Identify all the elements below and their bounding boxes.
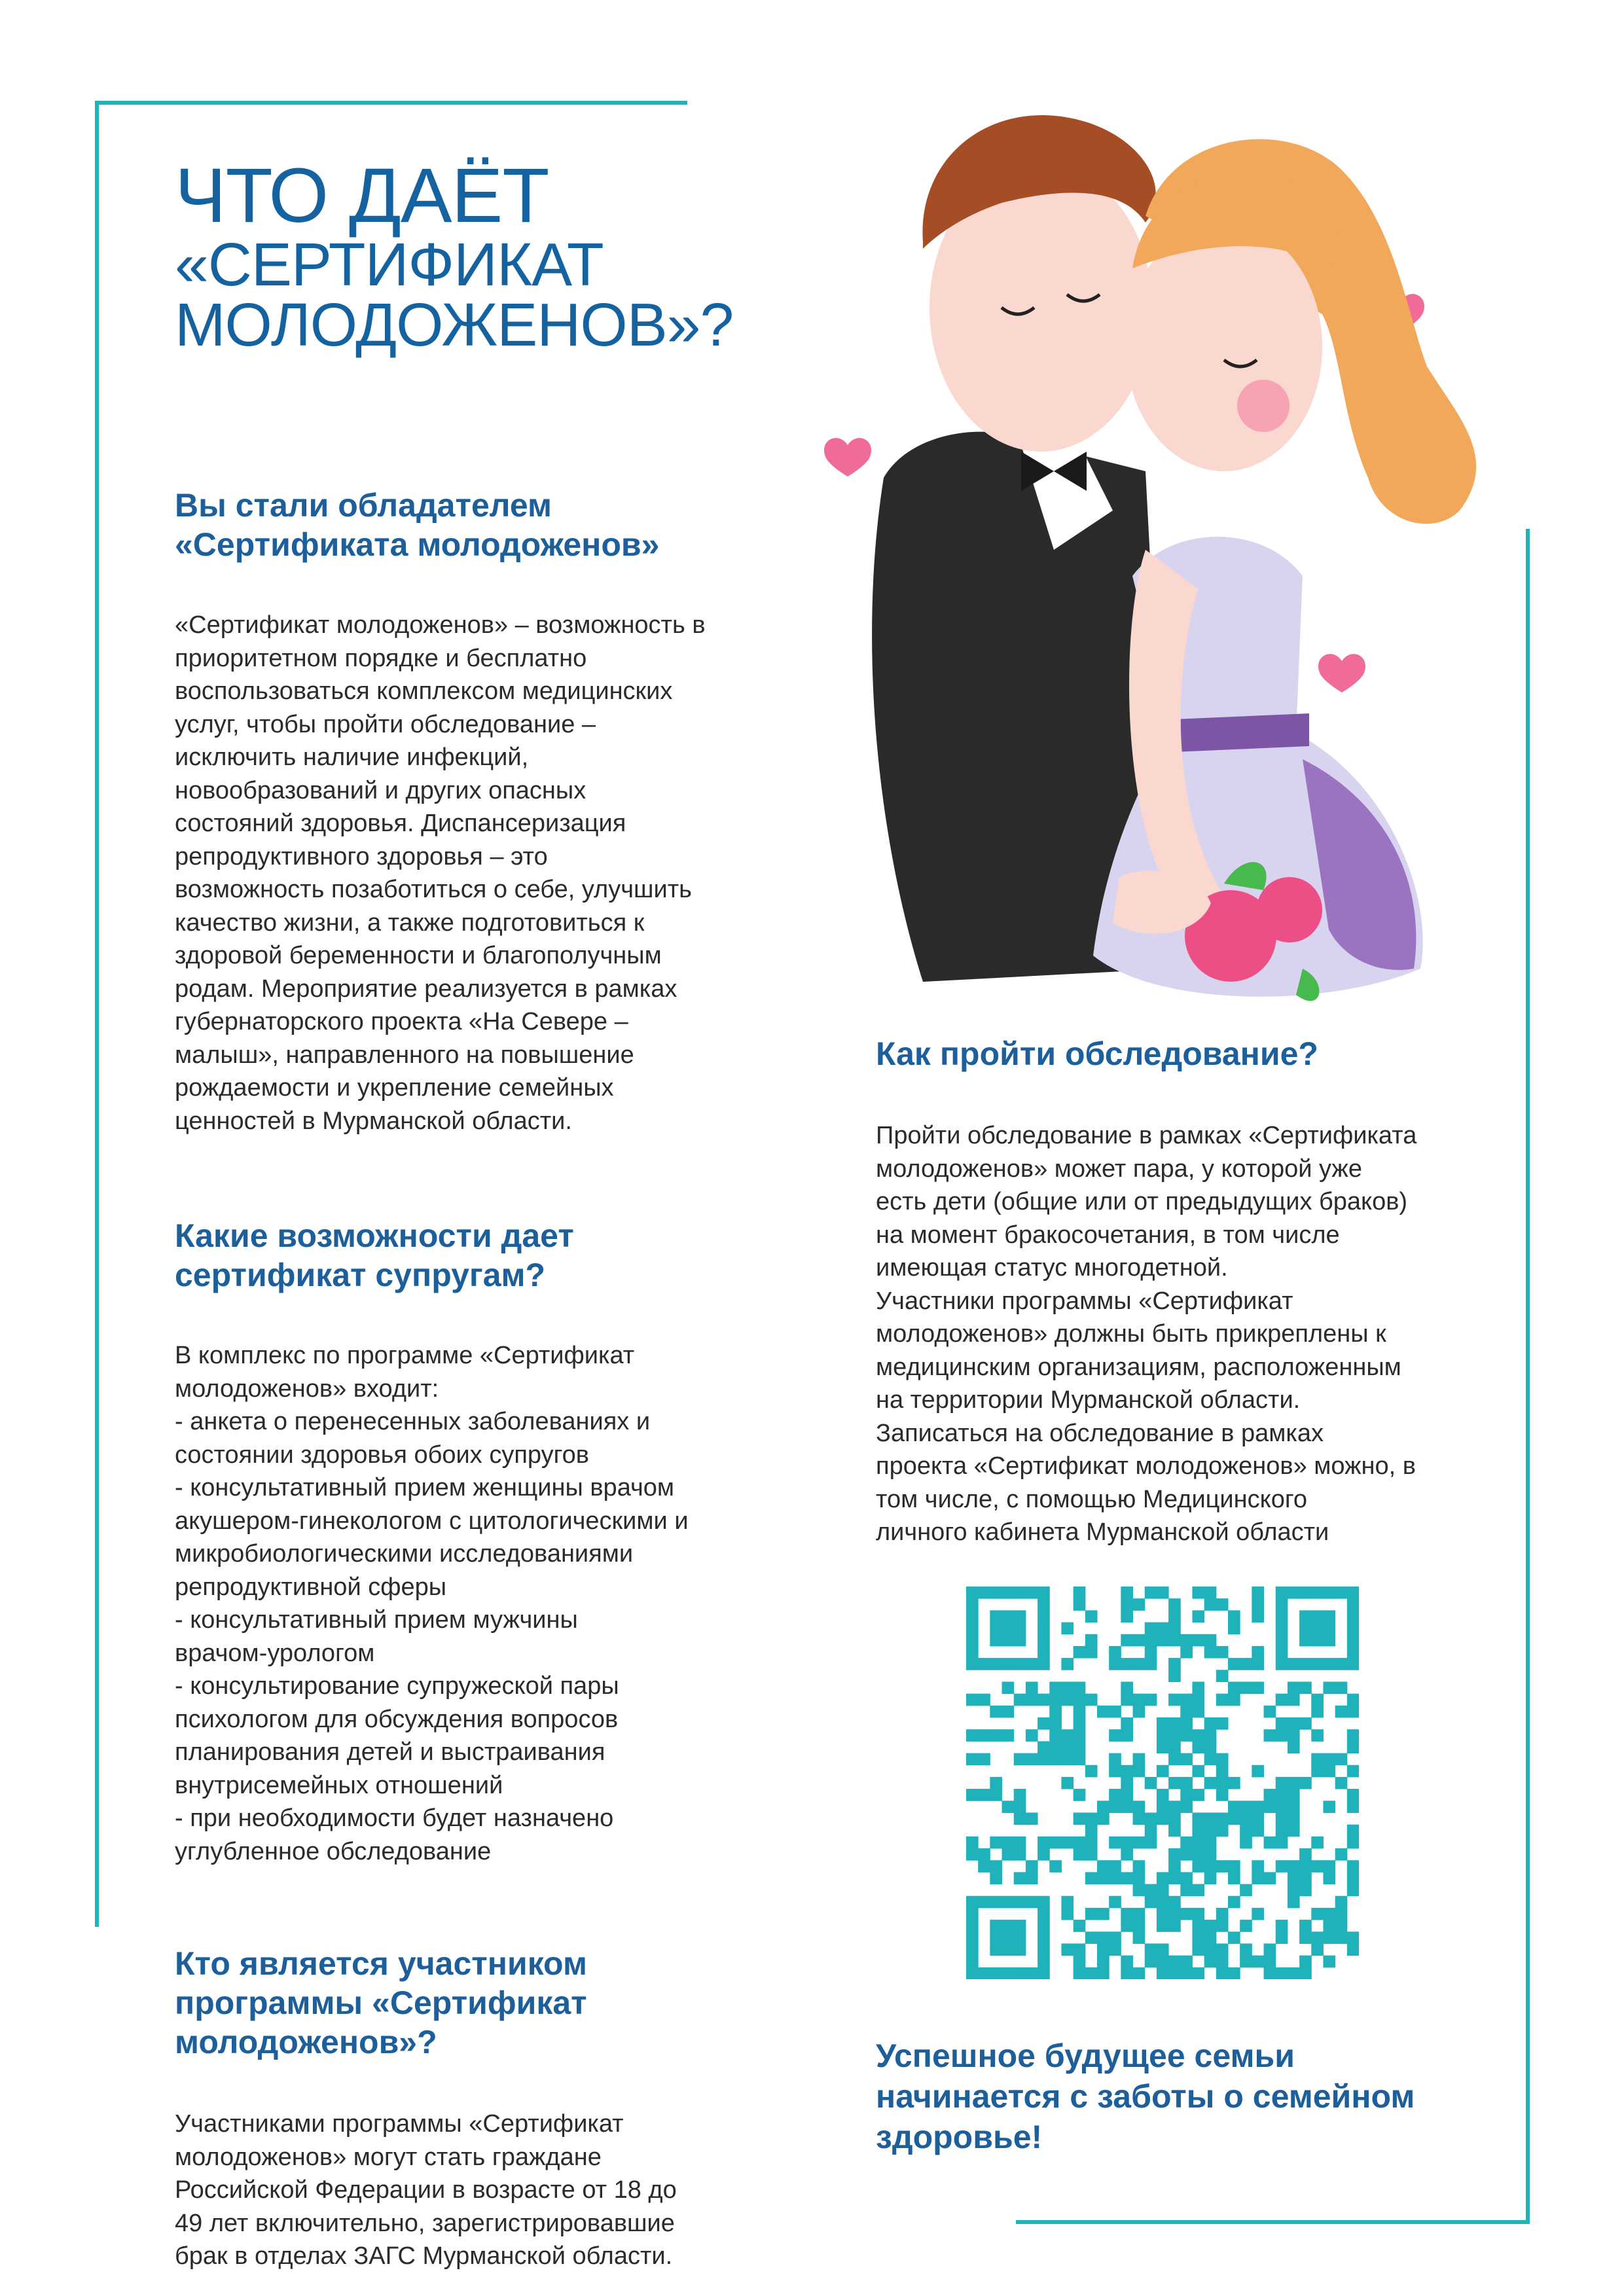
title-line-2: «СЕРТИФИКАТ [175,230,604,298]
title-line-3: МОЛОДОЖЕНОВ»? [175,291,734,359]
right-column [876,1034,1517,1549]
slogan: Успешное будущее семьи начинается с заботы о семейном здоровье! [876,2037,1415,2155]
section-text-owner: «Сертификат молодоженов» – возможность в приоритетном порядке и бесплатно воспользоваться комплексом медицинских услуг, чтобы пройти обследование – исключить наличие инфекций, новообразований и других опасных состояний здоровья. Диспансеризация репродуктивного здоровья – это возможность позаботиться о себе, улучшить качество жизни, а также подготовиться к здоровой беременности и благополучным родам. Мероприятие реализуется в рамках губернаторского проекта «На Севере – малыш», направленного на повышение рождаемости и укрепление семейных ценностей в Мурманской области. [175,611,706,1135]
frame-line-top-left [95,101,687,105]
heart-icon [824,438,871,476]
page-title [175,152,797,359]
section-heading-owner: Вы стали обладателем «Сертификата молодоженов» [175,487,660,563]
heart-icon [1318,654,1365,692]
frame-line-bottom-right [1016,2220,1530,2224]
wedding-couple-illustration [805,52,1512,1008]
section-heading-how-to: Как пройти обследование? [876,1035,1318,1072]
section-text-opportunities: В комплекс по программе «Сертификат молодоженов» входит: - анкета о перенесенных заболеваниях и состоянии здоровья обоих супругов - консультативный прием женщины врачом акушером-гинекологом с цитологическими и микробиологическими исследованиями репродуктивной сферы - консультативный прием мужчины врачом-урологом - консультирование супружеской пары психологом для обсуждения вопросов планирования детей и выстраивания внутрисемейных отношений - при необходимости будет назначено углубленное обследование [175,1342,689,1865]
frame-line-left [95,101,99,1927]
left-column [175,152,797,2273]
section-heading-participants: Кто является участником программы «Сертификат молодоженов»? [175,1945,587,2060]
bouquet-rose [1257,877,1322,942]
section-text-participants: Участниками программы «Сертификат молодоженов» могут стать граждане Российской Федерации в возрасте от 18 до 49 лет включительно, зарегистрировавшие брак в отделах ЗАГС Мурманской области. [175,2110,677,2270]
bride-cheek [1237,380,1290,432]
qr-code-icon [966,1587,1359,1979]
section-text-how-to: Пройти обследование в рамках «Сертификата молодоженов» может пара, у которой уже есть дети (общие или от предыдущих браков) на момент бракосочетания, в том числе имеющая статус многодетной. Участники программы «Сертификат молодоженов» должны быть прикреплены к медицинским организациям, расположенным на территории Мурманской области. Записаться на обследование в рамках проекта «Сертификат молодоженов» можно, в том числе, с помощью Медицинского личного кабинета Мурманской области [876,1122,1417,1546]
qr-code[interactable] [966,1587,1359,1979]
frame-line-right [1526,529,1530,2224]
title-line-1: ЧТО ДАЁТ [175,152,549,239]
section-heading-opportunities: Какие возможности дает сертификат супругам? [175,1217,574,1293]
